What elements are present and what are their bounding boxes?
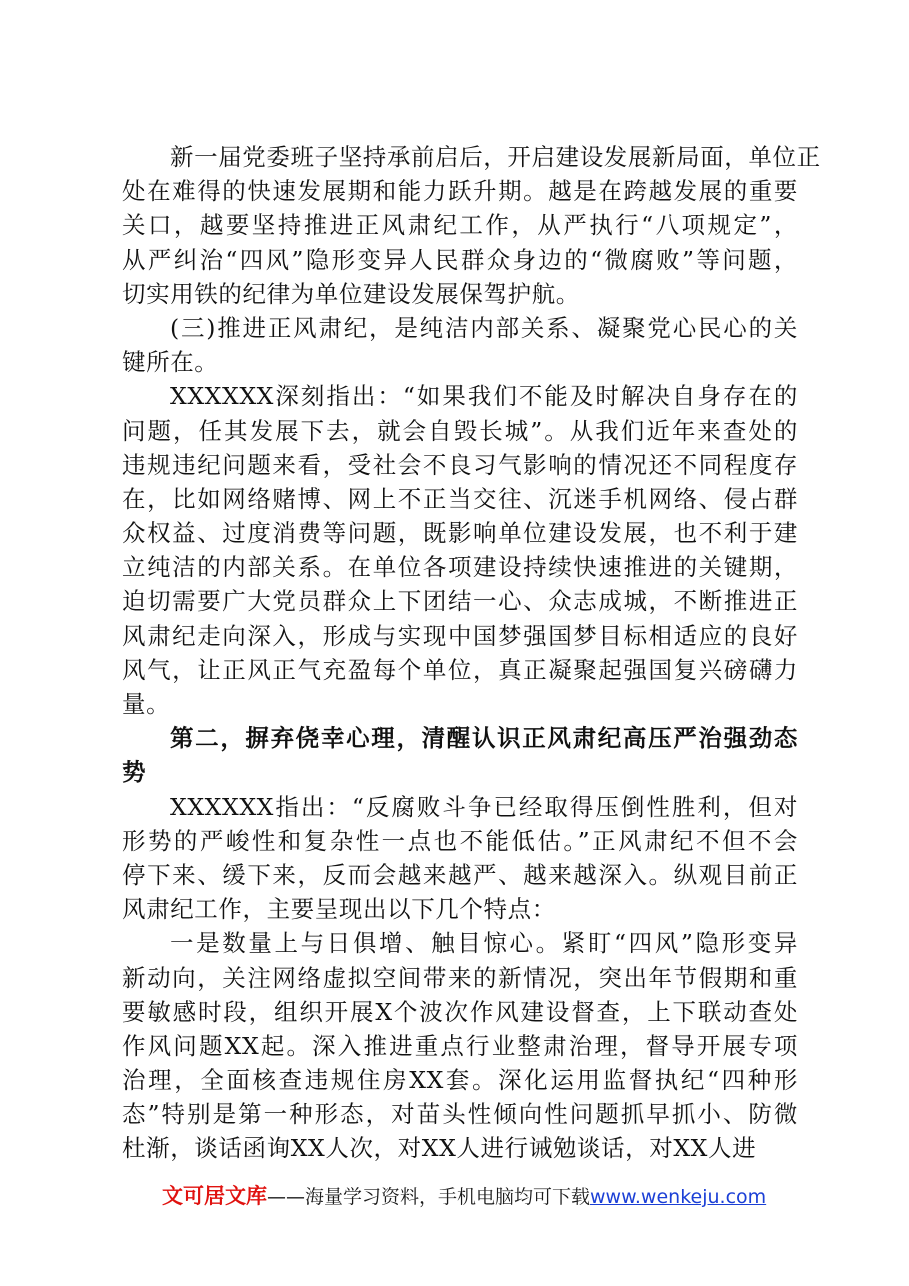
text-line: 切实用铁的纪律为单位建设发展保驾护航。 — [122, 279, 580, 308]
paragraph — [122, 790, 798, 927]
text-line: 立纯洁的内部关系。在单位各项建设持续快速推进的关键期， — [122, 553, 798, 582]
footer-banner — [162, 1180, 802, 1212]
text-line: 停下来、缓下来，反而会越来越严、越来越深入。纵观目前正 — [122, 860, 798, 889]
footer-dash: —— — [267, 1186, 305, 1208]
text-line: 风气，让正风正气充盈每个单位，真正凝聚起强国复兴磅礴力 — [122, 655, 798, 684]
text-line: 从严纠治“四风”隐形变异人民群众身边的“微腐败”等问题， — [122, 245, 798, 274]
text-line: (三)推进正风肃纪，是纯洁内部关系、凝聚党心民心的关 — [170, 313, 798, 342]
section-heading — [122, 721, 798, 789]
paragraph — [122, 926, 798, 1165]
text-line: 形势的严峻性和复杂性一点也不能低估。”正风肃纪不但不会 — [122, 826, 798, 855]
footer-brand: 文可居文库 — [162, 1184, 267, 1208]
text-line: 键所在。 — [122, 348, 219, 377]
footer-url-link[interactable]: www.wenkeju.com — [590, 1186, 767, 1208]
text-line: XXXXXX深刻指出：“如果我们不能及时解决自身存在的 — [170, 382, 798, 411]
text-line: 态”特别是第一种形态，对苗头性倾向性问题抓早抓小、防微 — [122, 1100, 798, 1129]
paragraph — [122, 379, 798, 721]
text-line: 违规违纪问题来看，受社会不良习气影响的情况还不同程度存 — [122, 450, 798, 479]
text-line: 风肃纪工作，主要呈现出以下几个特点： — [122, 895, 556, 924]
text-line: 作风问题XX起。深入推进重点行业整肃治理，督导开展专项 — [122, 1031, 798, 1060]
footer-tagline: 海量学习资料，手机电脑均可下载 — [305, 1186, 591, 1208]
text-line: 新动向，关注网络虚拟空间带来的新情况，突出年节假期和重 — [122, 963, 798, 992]
document-body — [122, 140, 821, 1166]
subsection-heading — [122, 311, 798, 379]
text-line: XXXXXX指出：“反腐败斗争已经取得压倒性胜利，但对 — [170, 792, 798, 821]
text-line: 要敏感时段，组织开展X个波次作风建设督查，上下联动查处 — [122, 997, 798, 1026]
text-line: 众权益、过度消费等问题，既影响单位建设发展，也不利于建 — [122, 519, 798, 548]
text-line: 杜渐，谈话函询XX人次，对XX人进行诫勉谈话，对XX人进 — [122, 1134, 757, 1163]
text-line: 势 — [122, 758, 147, 787]
text-line: 治理，全面核查违规住房XX套。深化运用监督执纪“四种形 — [122, 1066, 798, 1095]
text-line: 在，比如网络赌博、网上不正当交往、沉迷手机网络、侵占群 — [122, 484, 798, 513]
text-line: 新一届党委班子坚持承前启后，开启建设发展新局面，单位正 — [170, 143, 821, 171]
text-line: 迫切需要广大党员群众上下团结一心、众志成城，不断推进正 — [122, 587, 798, 616]
text-line: 处在难得的快速发展期和能力跃升期。越是在跨越发展的重要 — [122, 177, 798, 206]
text-line: 风肃纪走向深入，形成与实现中国梦强国梦目标相适应的良好 — [122, 621, 798, 650]
text-line: 关口，越要坚持推进正风肃纪工作，从严执行“八项规定”， — [122, 211, 798, 240]
text-line: 第二，摒弃侥幸心理，清醒认识正风肃纪高压严治强劲态 — [170, 724, 798, 753]
text-line: 量。 — [122, 690, 171, 718]
text-line: 问题，任其发展下去，就会自毁长城”。从我们近年来查处的 — [122, 416, 798, 445]
paragraph — [122, 140, 821, 311]
text-line: 一是数量上与日俱增、触目惊心。紧盯“四风”隐形变异 — [170, 929, 798, 958]
